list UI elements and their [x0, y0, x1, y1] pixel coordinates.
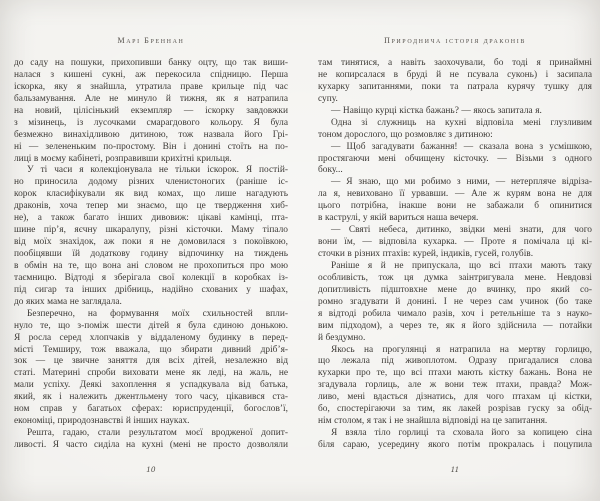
text-line: боку...	[318, 165, 343, 176]
page-body-right	[318, 58, 592, 452]
text-line: в каструлі, у якій вариться наша вечеря.	[318, 213, 479, 224]
text-line: Я росла серед хлопчаків у віддаленому будинку в перед-	[14, 332, 288, 343]
text-line: цього потрібна, інакше вони не забажали б опинитися	[318, 201, 592, 212]
text-line: ном справ у багатьох сферах: юриспруденції, богослов’ї,	[14, 404, 288, 415]
text-line: бо, спостерігаючи за тим, як лакей розрізав гуску за обід-	[318, 404, 592, 415]
text-line: вим підходом), а через те, як я його здійснила — потайки	[318, 320, 592, 331]
text-line: кухарки про те, що всі птахи мають кістку бажань. Вона не	[318, 368, 592, 379]
text-line: вони їм, — відповіла кухарка. — Проте я помічала ці кі-	[318, 237, 592, 248]
text-line: но приносила додому різних членистоногих (раніше іс-	[14, 177, 288, 188]
text-line: статі. Материні спроби виховати мене як леді, на жаль, не	[14, 368, 288, 379]
text-line: нім столом, я так і не знайшла відповіді на це запитання.	[318, 416, 548, 427]
text-line: ромно згадувати й донині. І не через сам учинок (бо таке	[318, 296, 592, 307]
text-line: я відтоді робила чимало разів, хоч і ретельніше та з науко-	[318, 308, 592, 319]
text-line: тоном дорослого, що розмовляє з дитиною:	[318, 129, 493, 140]
text-line: бальзамування. Але не минуло й тижня, як я натрапила	[14, 93, 288, 104]
text-line: Одна зі служниць на кухні відповіла мені глузливим	[331, 117, 592, 128]
running-head-book-title: Природнича історія драконів	[384, 36, 526, 45]
text-line: не), а також багато інших дивовиж: цікаві камінці, пта-	[14, 213, 288, 224]
text-line: що лежала під живоплотом. Одразу пригадалися слова	[318, 356, 592, 367]
text-line: біля сараю, усередину якого потім прокралась і поцупила	[318, 440, 592, 450]
text-line: іскорка, яку я знайшла, утратила праве крильце під час	[14, 81, 288, 92]
text-line: до яких мама не заглядала.	[14, 296, 122, 307]
text-line: пообіцявши їй додаткову годину відпочинку на тиждень	[14, 249, 288, 259]
text-line: Решта, гадаю, стали результатом моєї вродженої допит-	[27, 428, 288, 439]
text-line: зок — це звичне заняття для всіх дітей, незалежно від	[14, 356, 288, 367]
text-line: згадувала горлиць, але ж вони теж птахи, правда? Мож-	[318, 380, 592, 391]
text-line: Раніше я й не припускала, що всі птахи мають таку	[331, 260, 592, 271]
text-line: допитливість підштовхне мене до вчинку, про який со-	[318, 284, 592, 295]
page-right	[318, 0, 592, 501]
text-line: Безперечно, на формування моїх схильностей впли-	[27, 308, 288, 319]
text-line: там тинятися, а навіть заохочували, бо тоді я принаймні	[318, 58, 592, 68]
text-line: особливість, тож ця думка заінтригувала мене. Невдовзі	[318, 272, 592, 283]
text-line: лиці в моєму кабінеті, розправивши крихітні крильця.	[14, 153, 232, 164]
text-line: кухарку запитаннями, поки та патрала курячу тушку для	[318, 81, 592, 92]
text-line: драконів, хоча тепер ми знаємо, що це твердження хиб-	[14, 201, 288, 212]
text-line: Якось на прогулянці я натрапила на мертву горлицю,	[331, 344, 592, 355]
text-line: з мізинець, із лусочками смарагдового кольору. Я була	[14, 117, 288, 128]
text-line: безмежно винахідливою дитиною, тож назвала його Грі-	[14, 129, 288, 140]
text-line: під сигар та інших дрібниць, надійно схованих у шафах,	[14, 284, 288, 295]
text-line: шине пір’я, яєчну шкаралупу, різні кісточки. Маму тіпало	[14, 225, 288, 236]
page-number-left: 10	[146, 464, 156, 474]
text-line: який, як і належить джентльмену того часу, цікавився ста-	[14, 392, 288, 403]
text-line: ливості. Я часто сиділа на кухні (мені не просто дозволяли	[14, 440, 288, 450]
text-line: — Святі небеса, дитинко, звідки мені знати, для чого	[331, 225, 592, 236]
text-line: налася з кишені сукні, аж перекосила спідницю. Перша	[14, 69, 288, 80]
text-line: нуло те, що з-поміж шести дітей я була єдиною донькою.	[14, 320, 288, 331]
text-line: мали успіху. Деякі захоплення я успадкувала від батька,	[14, 380, 288, 391]
text-line: ні — зелененьким по-простому. Він і донині стоїть на по-	[14, 141, 288, 152]
text-line: таємницю. Відтоді я зберігала свої колекції в коробках із-	[14, 272, 288, 283]
text-line: місті Темширу, тож вважала, що збирати дивний дріб’я-	[14, 344, 288, 355]
page-body-left	[14, 58, 288, 452]
text-line: на новий, цілісінький екземпляр — іскорку завдовжки	[14, 105, 288, 116]
text-line: — Щоб загадувати бажання! — сказала вона з усмішкою,	[331, 141, 592, 152]
text-line: У ті часи я колекціонувала не тільки іскорок. Я постій-	[27, 165, 288, 176]
text-line: економіці, природознавстві й інших науках.	[14, 416, 190, 427]
page-number-right: 11	[450, 464, 460, 474]
text-line: Я взяла тіло горлиці та сховала його за копицею сіна	[331, 428, 592, 439]
text-line: до саду на пошуки, прихопивши банку оцту, що так виши-	[14, 58, 288, 68]
text-line: корок класифікували як вид комах, що лише нагадують	[14, 189, 288, 200]
text-line: не копирсалася в бруді й не псувала суконь) і засипала	[318, 69, 592, 80]
text-line: — Навіщо курці кістка бажань? — якось запитала я.	[331, 105, 542, 116]
text-line: супу.	[318, 93, 338, 104]
text-line: ла я, невиховано її урвавши. — Але ж курям вона не для	[318, 189, 592, 200]
text-line: — Я знаю, що ми робимо з ними, — нетерпляче відріза-	[331, 177, 592, 188]
text-line: від моїх знахідок, аж поки я не домовилася з покоївкою,	[14, 237, 288, 248]
text-line: й бездумно.	[318, 332, 366, 343]
text-line: в обмін на те, що вона ані словом не прохопиться про мою	[14, 260, 288, 271]
text-line: сточки в різних птахів: курей, індиків, гусей, голубів.	[318, 249, 534, 259]
running-head-author: Марі Бреннан	[117, 36, 185, 45]
page-left	[14, 0, 288, 501]
text-line: простягаючи мені обчищену кісточку. — Візьми з одного	[318, 153, 592, 164]
text-line: ливо, мені вдасться дізнатись, для чого птахам ці кістки,	[318, 392, 592, 403]
